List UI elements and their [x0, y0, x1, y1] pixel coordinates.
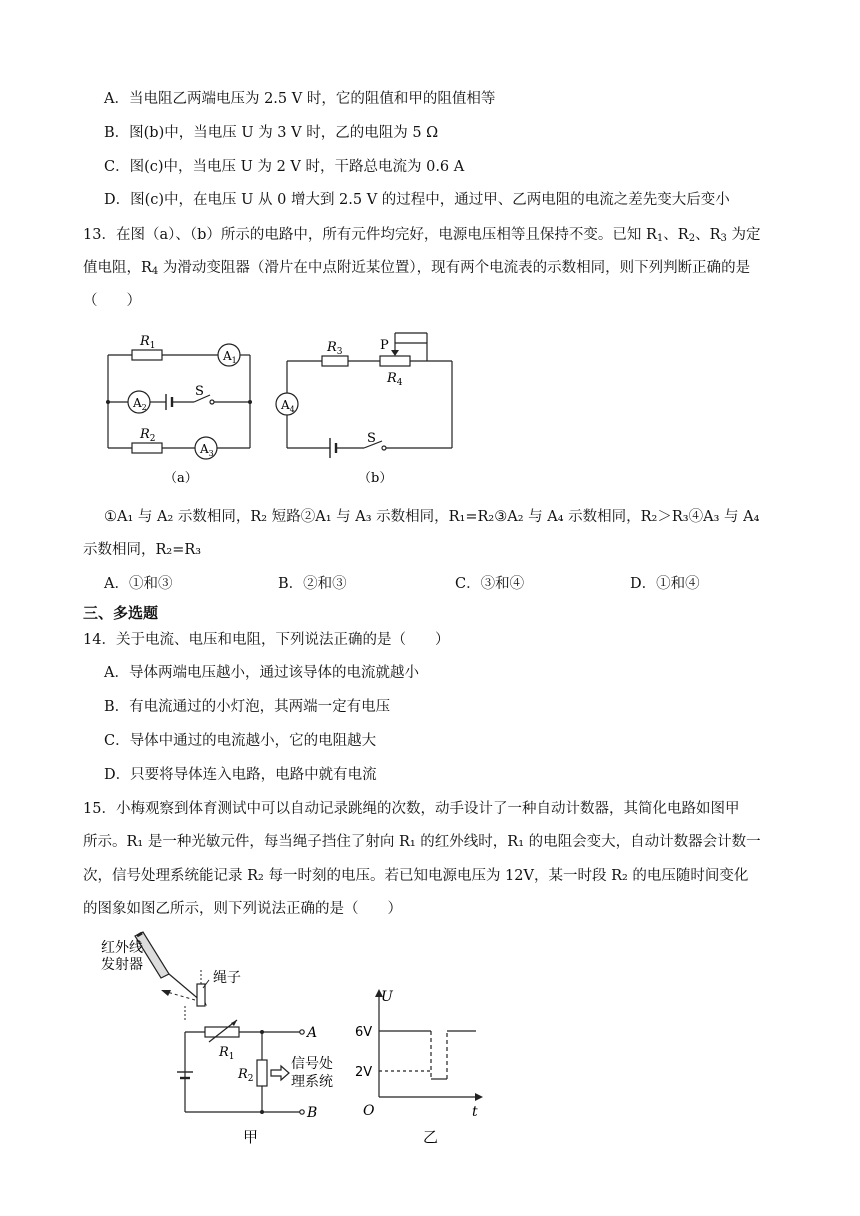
terminal-a-label: A: [307, 1025, 318, 1041]
rope-label: 绳子: [213, 970, 241, 986]
graph-u-axis-label: U: [381, 989, 393, 1005]
fig-a-r1-label: $R_1$: [140, 334, 156, 351]
q15-stem-line4: 的图象如图乙所示，则下列说法正确的是（ ）: [83, 901, 402, 917]
q13-option-a: A．①和③: [104, 576, 173, 592]
graph-6v-label: 6V: [355, 1025, 373, 1040]
fig-a-r2-label: $R_2$: [140, 427, 156, 444]
fig-jia-caption: 甲: [243, 1128, 259, 1146]
fig-b-r4-label: $R_4$: [387, 371, 403, 388]
fig-a-a1-label: $A_1$: [223, 349, 237, 365]
voltage-time-graph: [355, 985, 485, 1145]
q13-option-b: B．②和③: [278, 576, 347, 592]
fig-b-switch-label: S: [367, 431, 376, 446]
counter-circuit-figure: [95, 930, 360, 1150]
q12-option-b: B．图(b)中，当电压 U 为 3 V 时，乙的电阻为 5 Ω: [104, 125, 439, 141]
graph-2v-label: 2V: [355, 1065, 373, 1080]
fig-jia-r1-label: $R_1$: [219, 1045, 235, 1062]
q13-stem-line2: 值电阻，$R_4$ 为滑动变阻器（滑片在中点附近某位置），现有两个电流表的示数相同，则下列判断正确的是: [83, 260, 751, 277]
section-heading-multiple-choice: 三、多选题: [83, 604, 159, 622]
circuit-figure-a: [100, 325, 260, 490]
emitter-label-line1: 红外线: [101, 940, 143, 956]
q14-option-d: D．只要将导体连入电路，电路中就有电流: [104, 767, 377, 783]
q15-stem-line2: 所示。R₁ 是一种光敏元件，每当绳子挡住了射向 R₁ 的红外线时，R₁ 的电阻会变大，自动计数器会计数一: [83, 834, 761, 850]
fig-b-a4-label: $A_4$: [281, 398, 295, 414]
fig-a-a3-label: $A_3$: [200, 442, 214, 458]
q12-option-d: D．图(c)中，在电压 U 从 0 增大到 2.5 V 的过程中，通过甲、乙两电阻的电流之差先变大后变小: [104, 192, 730, 208]
q13-stem-line1: 13．在图（a）、（b）所示的电路中，所有元件均完好，电源电压相等且保持不变。已知 $R_1$、$R_2$、$R_3$ 为定: [83, 227, 761, 244]
fig-b-slider-label: P: [380, 338, 389, 353]
q13-option-c: C．③和④: [455, 576, 525, 592]
fig-b-r3-label: $R_3$: [327, 340, 343, 357]
q13-statements-line1: ①A₁ 与 A₂ 示数相同，R₂ 短路②A₁ 与 A₃ 示数相同，R₁=R₂③A₂ 与 A₄ 示数相同，R₂＞R₃④A₃ 与 A₄: [104, 509, 760, 525]
fig-b-caption: （b）: [358, 471, 393, 486]
q15-stem-line1: 15．小梅观察到体育测试中可以自动记录跳绳的次数，动手设计了一种自动计数器，其简化电路如图甲: [83, 801, 740, 817]
processor-label-line1: 信号处: [291, 1056, 333, 1072]
q12-option-a: A．当电阻乙两端电压为 2.5 V 时，它的阻值和甲的阻值相等: [104, 91, 496, 107]
q13-option-d: D．①和④: [630, 576, 700, 592]
q14-option-c: C．导体中通过的电流越小，它的电阻越大: [104, 733, 377, 749]
graph-origin-label: O: [363, 1103, 375, 1119]
q15-stem-line3: 次，信号处理系统能记录 R₂ 每一时刻的电压。若已知电源电压为 12V，某一时段 R₂ 的电压随时间变化: [83, 868, 749, 884]
q13-stem-line3: （ ）: [83, 293, 141, 309]
q14-option-b: B．有电流通过的小灯泡，其两端一定有电压: [104, 699, 391, 715]
q12-option-c: C．图(c)中，当电压 U 为 2 V 时，干路总电流为 0.6 A: [104, 159, 465, 175]
fig-a-caption: （a）: [164, 471, 198, 486]
processor-label-line2: 理系统: [291, 1074, 333, 1090]
fig-a-a2-label: $A_2$: [133, 396, 147, 412]
graph-t-axis-label: t: [472, 1104, 478, 1120]
q14-stem: 14．关于电流、电压和电阻，下列说法正确的是（ ）: [83, 632, 450, 648]
fig-a-switch-label: S: [195, 384, 204, 399]
fig-yi-caption: 乙: [423, 1128, 439, 1145]
q13-statements-line2: 示数相同，R₂=R₃: [83, 542, 202, 558]
fig-jia-r2-label: $R_2$: [238, 1067, 254, 1084]
circuit-figure-b: [272, 325, 462, 490]
q14-option-a: A．导体两端电压越小，通过该导体的电流就越小: [104, 665, 419, 681]
terminal-b-label: B: [307, 1105, 318, 1121]
emitter-label-line2: 发射器: [101, 957, 143, 973]
